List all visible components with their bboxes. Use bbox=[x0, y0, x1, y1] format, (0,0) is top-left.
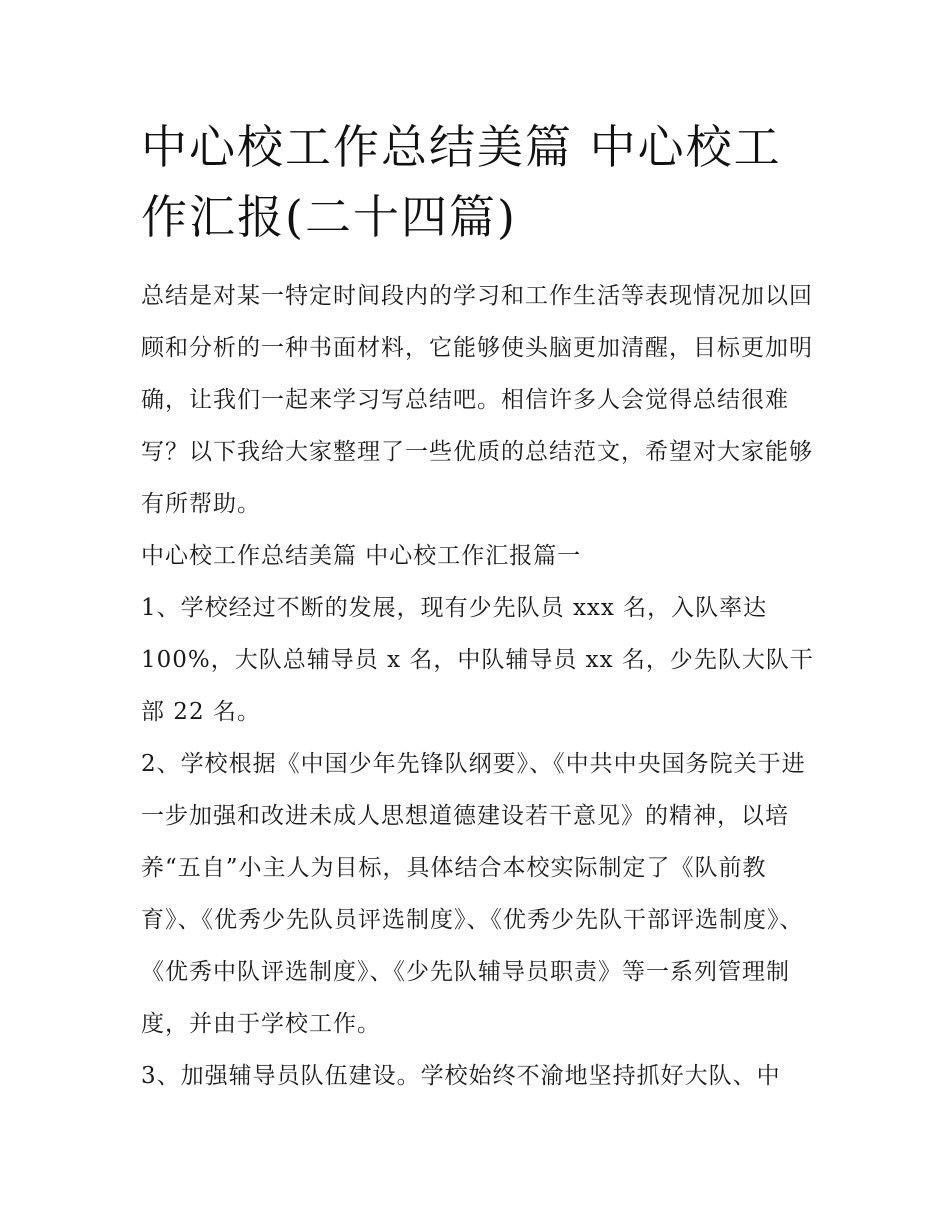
document-title: 中心校工作总结美篇 中心校工作汇报(二十四篇) bbox=[141, 120, 782, 244]
section-heading: 中心校工作总结美篇 中心校工作汇报篇一 bbox=[141, 543, 582, 569]
document-body bbox=[141, 112, 816, 1102]
list-item-2: 2、学校根据《中国少年先锋队纲要》、《中共中央国务院关于进一步加强和改进未成人思想道德建设若干意见》的精神，以培养“五自”小主人为目标，具体结合本校实际制定了《队前教育》、《优秀少先队员评选制度》、《优秀少先队干部评选制度》、《优秀中队评选制度》、《少先队辅导员职责》等一系列管理制度，并由于学校工作。 bbox=[141, 751, 806, 1037]
list-item-1: 1、学校经过不断的发展，现有少先队员 xxx 名，入队率达 100%，大队总辅导员 x 名，中队辅导员 xx 名，少先队大队干部 22 名。 bbox=[141, 595, 814, 725]
intro-paragraph: 总结是对某一特定时间段内的学习和工作生活等表现情况加以回顾和分析的一种书面材料，它能够使头脑更加清醒，目标更加明确，让我们一起来学习写总结吧。相信许多人会觉得总结很难写？以下我给大家整理了一些优质的总结范文，希望对大家能够有所帮助。 bbox=[141, 283, 813, 517]
list-item-3: 3、加强辅导员队伍建设。学校始终不渝地坚持抓好大队、中 bbox=[141, 1063, 781, 1089]
